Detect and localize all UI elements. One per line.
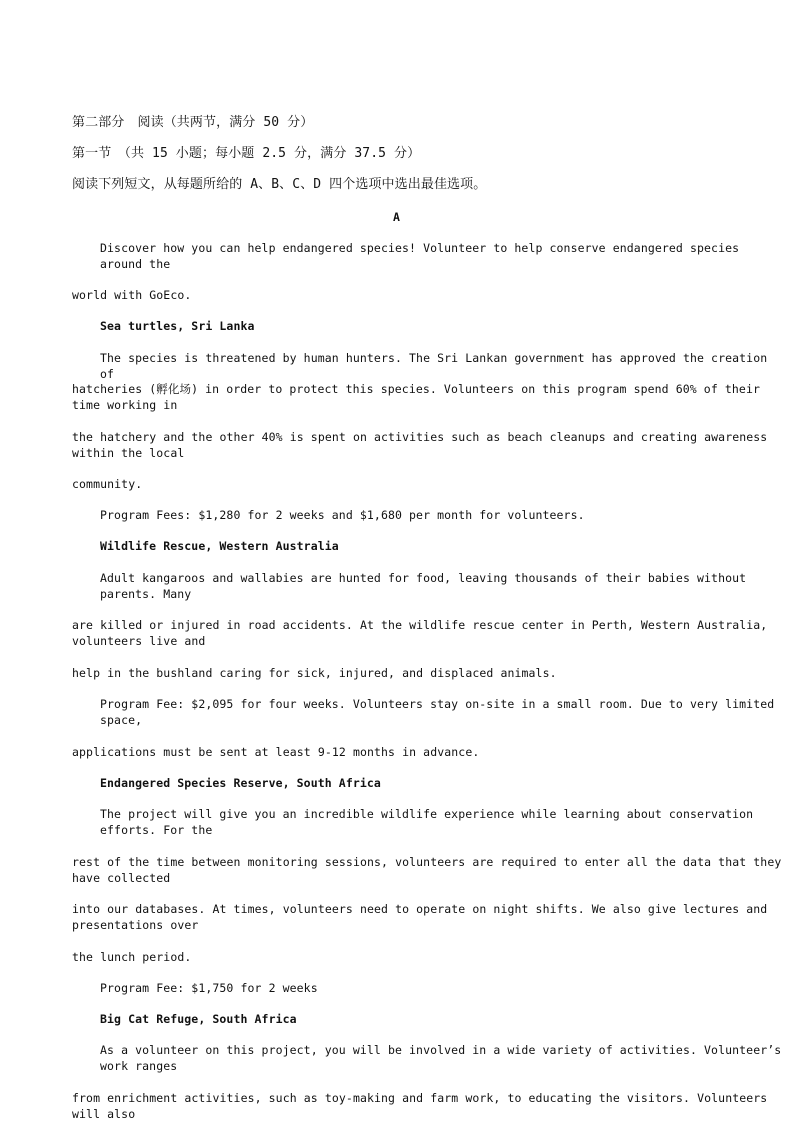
wildlife-rescue-line-2: are killed or injured in road accidents. At the wildlife rescue center in Perth, Western Australia, volunteers live and (72, 618, 775, 648)
instruction-text: 阅读下列短文，从每题所给的 A、B、C、D 四个选项中选出最佳选项。 (72, 177, 487, 192)
big-cat-line-2: from enrichment activities, such as toy-making and farm work, to educating the visitors. Volunteers will also (72, 1091, 775, 1121)
wildlife-rescue-fee: Program Fee: $2,095 for four weeks. Volunteers stay on-site in a small room. Due to very limited space, (100, 697, 782, 727)
species-reserve-title: Endangered Species Reserve, South Africa (100, 776, 381, 790)
sea-turtles-fee: Program Fees: $1,280 for 2 weeks and $1,680 per month for volunteers. (100, 508, 585, 522)
big-cat-title: Big Cat Refuge, South Africa (100, 1012, 297, 1026)
section-heading: 第一节 （共 15 小题；每小题 2.5 分，满分 37.5 分） (72, 146, 421, 161)
species-reserve-line-2: rest of the time between monitoring sessions, volunteers are required to enter all the data that they have collected (72, 855, 789, 885)
species-reserve-line-4: the lunch period. (72, 950, 192, 964)
wildlife-rescue-line-4: applications must be sent at least 9-12 months in advance. (72, 745, 480, 759)
species-reserve-line-3: into our databases. At times, volunteers need to operate on night shifts. We also give lectures and presentations over (72, 902, 775, 932)
sea-turtles-title: Sea turtles, Sri Lanka (100, 319, 255, 333)
sea-turtles-line-2: hatcheries (孵化场) in order to protect this species. Volunteers on this program spend 60% of their time working in (72, 382, 768, 412)
part-heading: 第二部分 阅读（共两节，满分 50 分） (72, 115, 314, 130)
sea-turtles-line-1: The species is threatened by human hunters. The Sri Lankan government has approved the creation of (100, 351, 775, 381)
wildlife-rescue-line-1: Adult kangaroos and wallabies are hunted for food, leaving thousands of their babies without parents. Many (100, 571, 754, 601)
wildlife-rescue-title: Wildlife Rescue, Western Australia (100, 539, 339, 553)
intro-line-1: Discover how you can help endangered species! Volunteer to help conserve endangered species around the (100, 241, 747, 271)
big-cat-line-1: As a volunteer on this project, you will be involved in a wide variety of activities. Volunteer’s work ranges (100, 1043, 789, 1073)
intro-line-2: world with GoEco. (72, 288, 192, 302)
species-reserve-line-1: The project will give you an incredible wildlife experience while learning about conservation efforts. For the (100, 807, 761, 837)
sea-turtles-line-4: community. (72, 477, 143, 491)
wildlife-rescue-line-3: help in the bushland caring for sick, injured, and displaced animals. (72, 666, 557, 680)
sea-turtles-line-3: the hatchery and the other 40% is spent on activities such as beach cleanups and creating awareness within the local (72, 430, 775, 460)
passage-letter: A (392, 210, 401, 224)
species-reserve-fee: Program Fee: $1,750 for 2 weeks (100, 981, 318, 995)
